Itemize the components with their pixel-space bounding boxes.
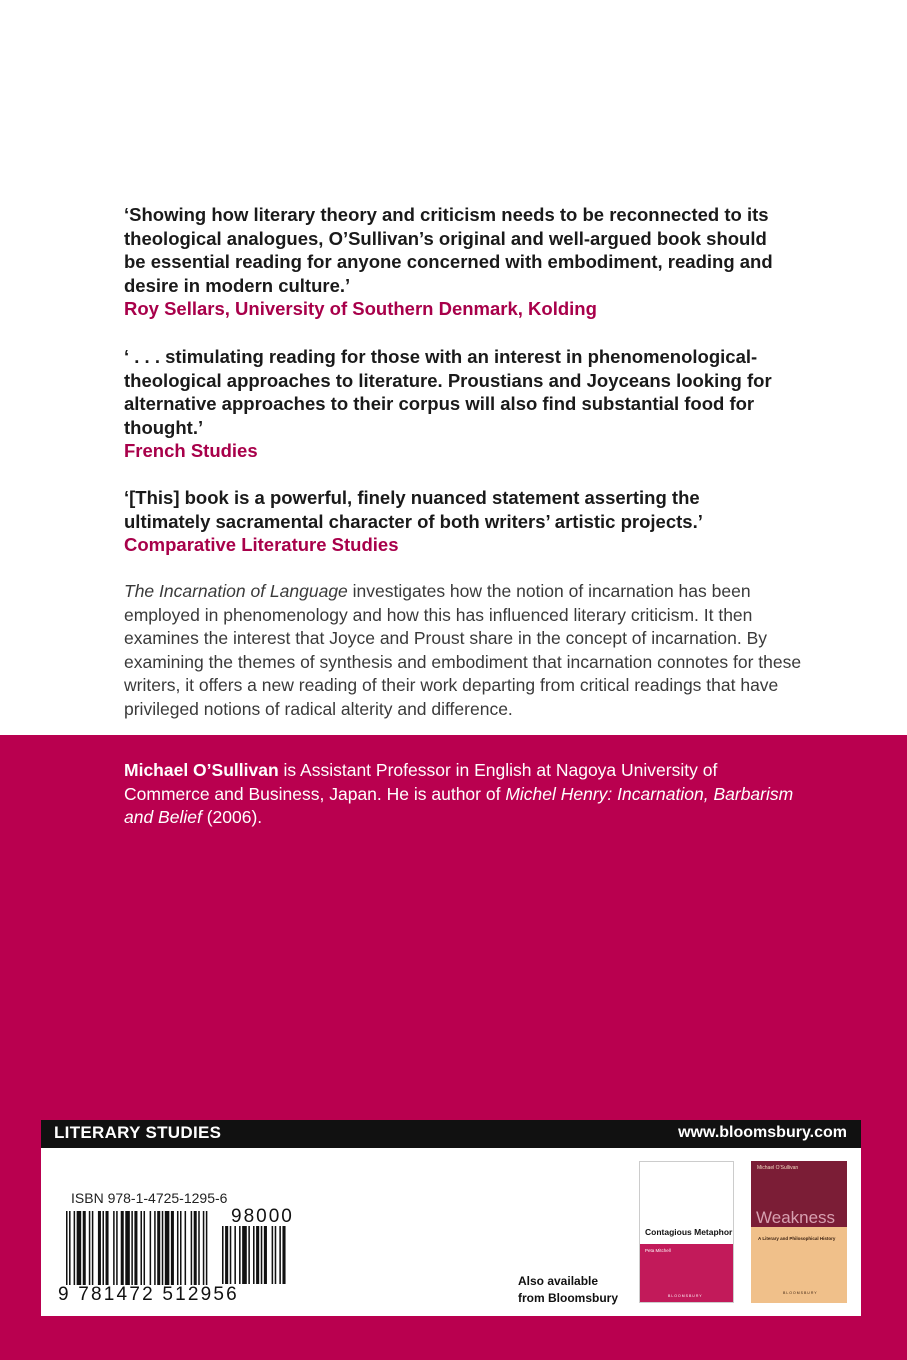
related-book-author: Peta Mitchell (645, 1248, 671, 1253)
review-quote-3 (124, 486, 784, 557)
related-book-weakness[interactable] (751, 1161, 847, 1303)
publisher-website: www.bloomsbury.com (678, 1124, 847, 1141)
author-bio-text-b: (2006). (201, 807, 263, 828)
barcode-digits: 9 781472 512956 (58, 1284, 239, 1305)
quote-text: ‘[This] book is a powerful, finely nuanced statement asserting the ultimately sacramental character of both writers’ artistic projects.’ (124, 487, 703, 532)
related-book-publisher: BLOOMSBURY (783, 1291, 818, 1295)
also-available-label (518, 1273, 618, 1307)
barcode-addon-icon (222, 1226, 292, 1284)
review-quote-2 (124, 345, 784, 463)
isbn-text: ISBN 978-1-4725-1295-6 (71, 1190, 228, 1206)
related-book-publisher: BLOOMSBURY (668, 1294, 703, 1298)
related-book-cover-band (640, 1244, 733, 1302)
quote-source: Comparative Literature Studies (124, 534, 399, 555)
description-body: investigates how the notion of incarnation has been employed in phenomenology and how this has influenced literary criticism. It then examines the interest that Joyce and Proust share in the concept of incarnation. By examining the themes of synthesis and embodiment that incarnation connotes for these writers, it offers a new reading of their work departing from critical readings that have privileged notions of radical alterity and difference. (124, 581, 802, 719)
book-title: The Incarnation of Language (124, 581, 348, 601)
quote-source: French Studies (124, 440, 258, 461)
author-bio-text-a: is Assistant Professor in English at Nagoya University of Commerce and Business, Japan. He is author of (124, 760, 718, 804)
quote-source: Roy Sellars, University of Southern Denmark, Kolding (124, 298, 597, 319)
quote-text: ‘ . . . stimulating reading for those with an interest in phenomenological-theological approaches to literature. Proustians and Joyceans looking for alternative approaches to their corpus will also find substantial food for thought.’ (124, 346, 772, 438)
book-description (124, 580, 804, 722)
price-code: 98000 (231, 1206, 294, 1227)
related-book-contagious-metaphor[interactable] (639, 1161, 734, 1303)
related-book-title: Contagious Metaphor (645, 1227, 733, 1237)
author-name: Michael O’Sullivan (124, 760, 279, 780)
barcode-main-icon (66, 1211, 208, 1285)
related-book-title: Weakness (756, 1208, 836, 1227)
also-available-line1: Also available (518, 1274, 599, 1288)
related-book-subtitle: A Literary and Philosophical History (758, 1236, 836, 1241)
category-bar (41, 1120, 861, 1148)
author-bio (124, 759, 804, 830)
review-quote-1 (124, 203, 784, 321)
related-book-author: Michael O’Sullivan (757, 1165, 799, 1171)
author-other-book: Michel Henry: Incarnation, Barbarism and Belief (124, 783, 794, 828)
also-available-line2: from Bloomsbury (518, 1291, 619, 1305)
related-book-cover-band (751, 1161, 847, 1227)
category-label: LITERARY STUDIES (54, 1123, 222, 1142)
quote-text: ‘Showing how literary theory and criticism needs to be reconnected to its theological analogues, O’Sullivan’s original and well-argued book should be essential reading for anyone concerned with embodiment, reading and desire in modern culture.’ (124, 204, 773, 296)
